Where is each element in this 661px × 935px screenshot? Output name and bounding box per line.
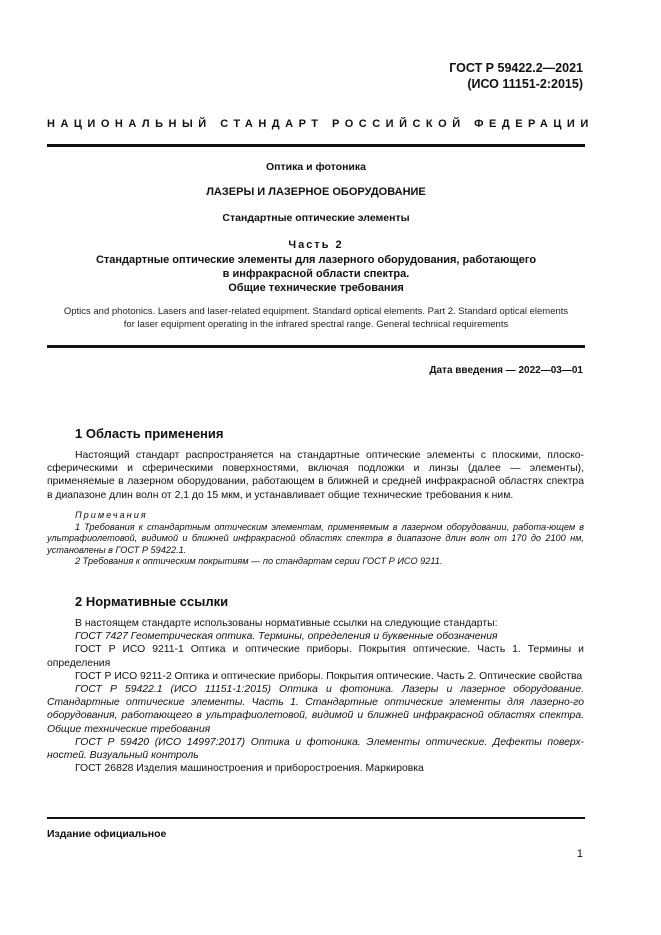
part-title xyxy=(47,253,585,295)
main-title: ЛАЗЕРЫ И ЛАЗЕРНОЕ ОБОРУДОВАНИЕ xyxy=(206,186,426,198)
part-title-line1: Стандартные оптические элементы для лазерного оборудования, работающего xyxy=(95,254,537,266)
header-rule xyxy=(47,144,585,147)
effective-date: Дата введения — 2022—03—01 xyxy=(429,365,583,376)
field-title: Оптика и фотоника xyxy=(265,161,366,173)
note-2: 2 Требования к оптическим покрытиям — по стандартам серии ГОСТ Р ИСО 9211. xyxy=(75,556,443,567)
section-2-intro: В настоящем стандарте использованы нормативные ссылки на следующие стандарты: xyxy=(75,618,498,629)
standard-code-line2: (ИСО 11151-2:2015) xyxy=(467,77,583,91)
english-title xyxy=(47,305,585,331)
reference-gost-26828: ГОСТ 26828 Изделия машиностроения и приборостроения. Маркировка xyxy=(75,763,424,775)
footer-rule xyxy=(47,817,585,819)
notes-block xyxy=(47,510,584,568)
section-2-heading: 2 Нормативные ссылки xyxy=(75,594,229,609)
official-edition: Издание официальное xyxy=(47,828,167,840)
part-title-line3: Общие технические требования xyxy=(228,282,404,294)
notes-label: Примечания xyxy=(75,510,148,520)
section-1-text: Настоящий стандарт распространяется на стандартные оптические элементы с плоскими, плоско-сферическими и сферическими поверхностями, включая подложки и линзы (далее — элементы), применяемые в лазерном оборудовании, работающем в ближней и средней инфракрасной областях спектра в диапазоне длин волн от 2,1 до 15 мкм, и устанавливает общие технические требования к ним. xyxy=(47,450,584,501)
standard-code xyxy=(449,60,583,92)
section-1-heading: 1 Область применения xyxy=(75,426,224,441)
reference-gost-7427: ГОСТ 7427 Геометрическая оптика. Термины, определения и буквенные обозначения xyxy=(75,631,498,643)
note-1: 1 Требования к стандартным оптическим элементам, применяемым в лазерном оборудовании, работа-ющем в ультрафиолетовой, видимой и ближней инфракрасной областях спектра в диапазоне длин волн от 170 до 2100 нм, установлены в ГОСТ Р 59422.1. xyxy=(47,521,584,555)
reference-gost-59420: ГОСТ Р 59420 (ИСО 14997:2017) Оптика и фотоника. Элементы оптические. Дефекты поверх-ностей. Визуальный контроль xyxy=(47,736,584,762)
title-rule xyxy=(47,345,585,348)
reference-iso-9211-2: ГОСТ Р ИСО 9211-2 Оптика и оптические приборы. Покрытия оптические. Часть 2. Оптические свойства xyxy=(75,670,583,682)
english-title-line1: Optics and photonics. Lasers and laser-related equipment. Standard optical elements. Part 2. Standard optical elements xyxy=(63,306,569,317)
reference-iso-9211-1: ГОСТ Р ИСО 9211-1 Оптика и оптические приборы. Покрытия оптические. Часть 1. Термины и определения xyxy=(47,644,584,669)
part-label: Часть 2 xyxy=(288,239,344,251)
standard-code-line1: ГОСТ Р 59422.2—2021 xyxy=(449,61,583,75)
national-standard-banner: НАЦИОНАЛЬНЫЙ СТАНДАРТ РОССИЙСКОЙ ФЕДЕРАЦИИ xyxy=(47,118,594,130)
english-title-line2: for laser equipment operating in the infrared spectral range. General technical requirements xyxy=(123,319,509,330)
reference-gost-59422-1: ГОСТ Р 59422.1 (ИСО 11151-1:2015) Оптика и фотоника. Лазеры и лазерное оборудование. Стандартные оптические элементы. Часть 1. Стандартные оптические элементы для лазерно-го оборудования, работающего в ультрафиолетовой, видимой и ближней инфракрасной областях спектра. Общие технические требования xyxy=(47,684,584,735)
page-number: 1 xyxy=(576,848,583,860)
section-2-body xyxy=(47,617,584,775)
subtitle: Стандартные оптические элементы xyxy=(222,212,410,224)
part-title-line2: в инфракрасной области спектра. xyxy=(222,268,410,280)
